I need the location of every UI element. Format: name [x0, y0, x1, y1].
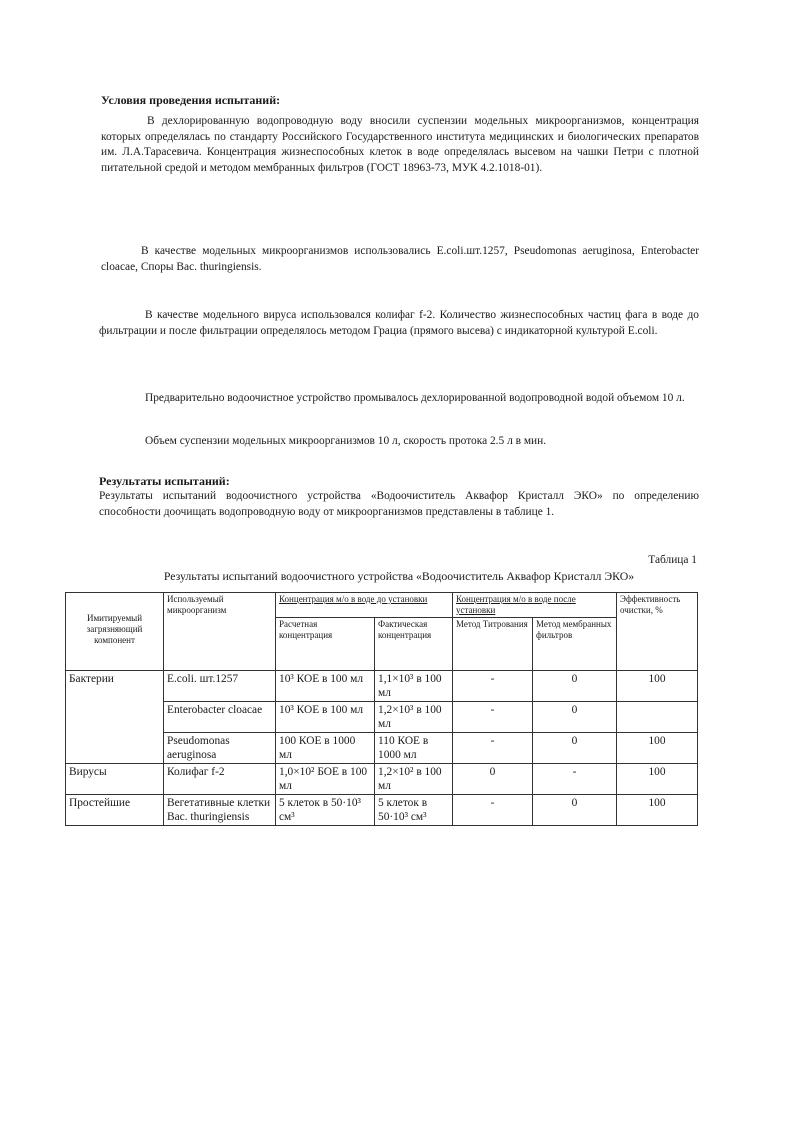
table-row [66, 671, 698, 702]
header-membrane: Метод мембранных фильтров [533, 618, 617, 671]
header-calc: Расчетная концентрация [276, 618, 375, 671]
cell-calc: 100 КОЕ в 1000 мл [276, 733, 375, 764]
conditions-paragraph-3-block [99, 308, 699, 339]
cell-membrane: 0 [533, 795, 617, 826]
table-row [66, 702, 698, 733]
cell-component: Вирусы [66, 764, 164, 795]
cell-membrane: 0 [533, 671, 617, 702]
table-label: Таблица 1 [648, 554, 697, 566]
cell-efficiency: 100 [617, 795, 698, 826]
cell-actual: 5 клеток в 50·10³ см³ [375, 795, 453, 826]
conditions-section [101, 93, 699, 176]
conditions-paragraph-4-block [99, 391, 699, 407]
table-header-row-1 [66, 593, 698, 618]
cell-titration: - [453, 671, 533, 702]
header-conc-after: Концентрация м/о в воде после установки [453, 593, 617, 618]
cell-calc: 10³ КОЕ в 100 мл [276, 671, 375, 702]
header-efficiency: Эффективность очистки, % [617, 593, 698, 671]
cell-efficiency [617, 702, 698, 733]
header-actual: Фактическая концентрация [375, 618, 453, 671]
results-heading: Результаты испытаний: [99, 474, 230, 488]
cell-membrane: 0 [533, 702, 617, 733]
cell-titration: - [453, 733, 533, 764]
conditions-paragraph-4: Предварительно водоочистное устройство промывалось дехлорированной водопроводной водой объемом 10 л. [145, 392, 685, 404]
header-titration: Метод Титрования [453, 618, 533, 671]
header-organism: Используемый микроорганизм [164, 593, 276, 671]
cell-component: Простейшие [66, 795, 164, 826]
cell-calc: 10³ КОЕ в 100 мл [276, 702, 375, 733]
table-row [66, 795, 698, 826]
table-caption: Результаты испытаний водоочистного устройства «Водоочиститель Аквафор Кристалл ЭКО» [163, 568, 635, 583]
cell-component: Бактерии [66, 671, 164, 702]
cell-component [66, 702, 164, 733]
cell-component [66, 733, 164, 764]
conditions-paragraph-2-block [101, 244, 699, 275]
cell-organism: Enterobacter cloacae [164, 702, 276, 733]
cell-actual: 1,2×10³ в 100 мл [375, 702, 453, 733]
conditions-paragraph-3: В качестве модельного вируса использовался колифаг f-2. Количество жизнеспособных частиц фага в воде до фильтрации и после фильтрации определялось методом Грациа (прямого высева) с индикаторной культурой E.coli. [99, 309, 699, 337]
header-component: Имитируемый загрязняющий компонент [66, 593, 164, 671]
cell-actual: 110 КОЕ в 1000 мл [375, 733, 453, 764]
cell-efficiency: 100 [617, 764, 698, 795]
table-row [66, 764, 698, 795]
cell-actual: 1,1×10³ в 100 мл [375, 671, 453, 702]
cell-membrane: - [533, 764, 617, 795]
cell-efficiency: 100 [617, 733, 698, 764]
table-header-block [101, 553, 697, 584]
cell-titration: - [453, 795, 533, 826]
cell-calc: 5 клеток в 50·10³ см³ [276, 795, 375, 826]
cell-membrane: 0 [533, 733, 617, 764]
cell-organism: Колифаг f-2 [164, 764, 276, 795]
results-paragraph: Результаты испытаний водоочистного устройства «Водоочиститель Аквафор Кристалл ЭКО» по определению способности доочищать водопроводную воду от микроорганизмов представлены в таблице 1. [99, 490, 699, 518]
cell-efficiency: 100 [617, 671, 698, 702]
conditions-heading: Условия проведения испытаний: [101, 93, 281, 107]
cell-organism: Pseudomonas aeruginosa [164, 733, 276, 764]
cell-organism: Вегетативные клетки Bac. thuringiensis [164, 795, 276, 826]
conditions-paragraph-2: В качестве модельных микроорганизмов использовались E.coli.шт.1257, Pseudomonas aeruginosa, Enterobacter cloacae, Споры Bac. thuringiensis. [101, 245, 699, 273]
cell-calc: 1,0×10² БОЕ в 100 мл [276, 764, 375, 795]
cell-actual: 1,2×10² в 100 мл [375, 764, 453, 795]
cell-titration: - [453, 702, 533, 733]
header-conc-before: Концентрация м/о в воде до установки [276, 593, 453, 618]
results-table [65, 592, 698, 826]
results-section [99, 474, 699, 520]
cell-titration: 0 [453, 764, 533, 795]
conditions-paragraph-1: В дехлорированную водопроводную воду вносили суспензии модельных микроорганизмов, концентрация которых определялась по стандарту Российского Государственного института медицинских и биологических препаратов им. Л.А.Тарасевича. Концентрация жизнеспособных клеток в воде определялась высевом на чашки Петри с плотной питательной средой и методом мембранных фильтров (ГОСТ 18963-73, МУК 4.2.1018-01). [101, 115, 699, 174]
cell-organism: E.coli. шт.1257 [164, 671, 276, 702]
conditions-paragraph-5-block [99, 434, 699, 450]
table-row [66, 733, 698, 764]
conditions-paragraph-5: Объем суспензии модельных микроорганизмов 10 л, скорость протока 2.5 л в мин. [145, 435, 547, 447]
